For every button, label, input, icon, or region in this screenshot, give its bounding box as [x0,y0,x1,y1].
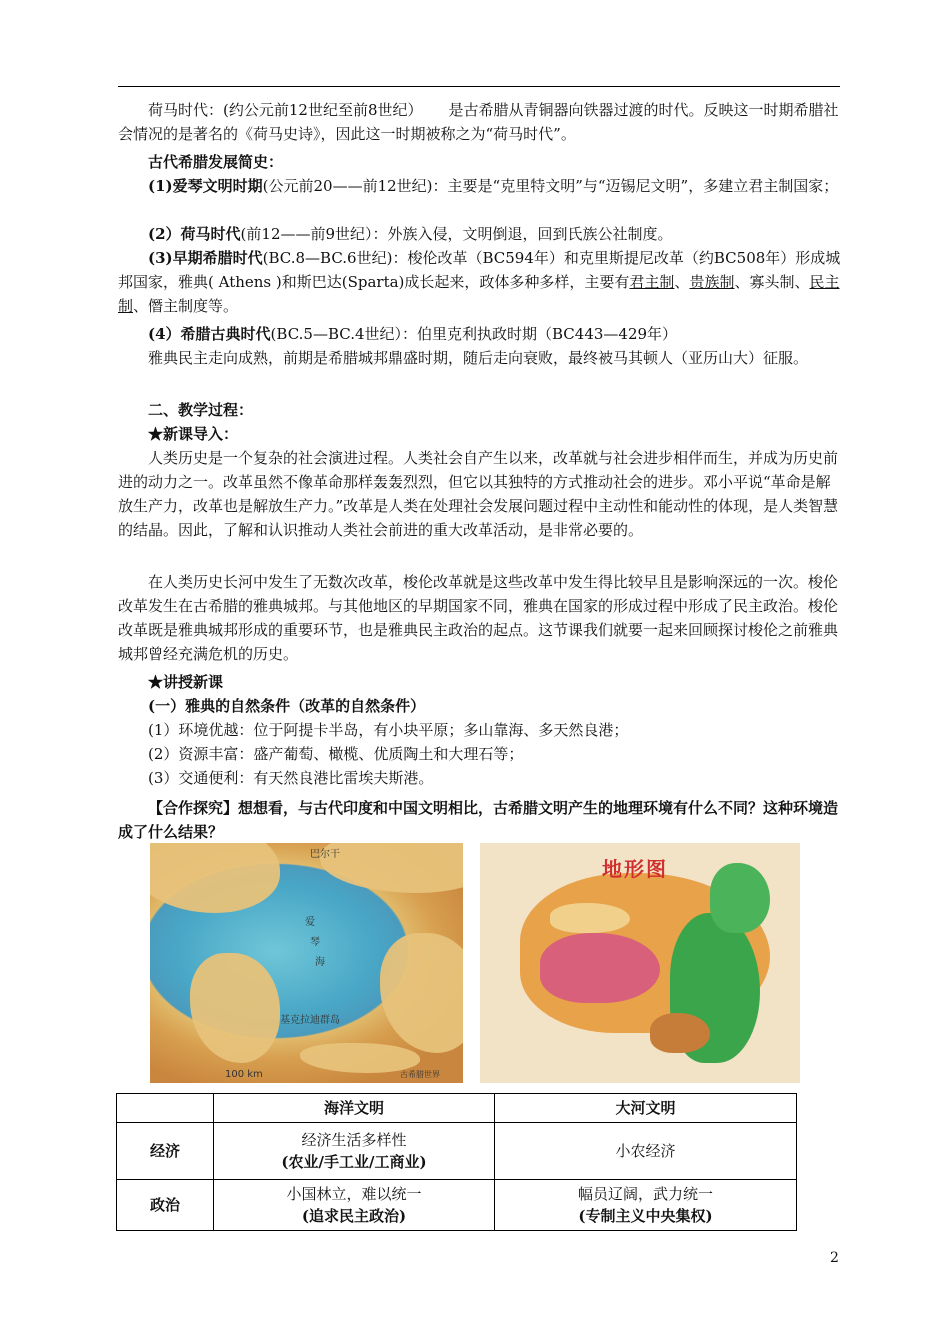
china-map-title: 地形图 [602,857,668,881]
map-label-qin: 琴 [310,937,320,948]
map-label-hai: 海 [315,957,325,968]
map-scale: 100 km [225,1069,263,1080]
table-header-row [117,1094,797,1123]
intro-paragraph-2: 在人类历史长河中发生了无数次改革，梭伦改革就是这些改革中发生得比较早且是影响深远的一次。梭伦改革发生在古希腊的雅典城邦。与其他地区的早期国家不同，雅典在国家的形成过程中形成了民主政治。梭伦改革既是雅典城邦形成的重要环节，也是雅典民主政治的起点。这节课我们就要一起来回顾探讨梭伦之前雅典城邦曾经充满危机的历史。 [118,573,839,663]
condition-3: (3）交通便利：有天然良港比雷埃夫斯港。 [148,769,434,787]
period-3: (3)早期希腊时代(BC.8—BC.6世纪)：梭伦改革（BC594年）和克里斯提尼改革（约BC508年）形成城邦国家，雅典( Athens )和斯巴达(Sparta)成长起来，政体多种多样，主要有君主制、贵族制、寡头制、民主制、僭主制度等。 [118,249,841,315]
row-label-economy: 经济 [117,1123,214,1180]
teach-label: ★讲授新课 [148,673,224,691]
period-4: (4）希腊古典时代(BC.5—BC.4世纪）：伯里克利执政时期（BC443—429年） [148,325,678,343]
section-1-title: (一）雅典的自然条件（改革的自然条件） [148,697,426,715]
table-header-river: 大河文明 [495,1094,797,1123]
politics-ocean: 小国林立，难以统一 (追求民主政治) [214,1180,495,1231]
period-1: (1)爱琴文明时期(公元前20——前12世纪)：主要是“克里特文明”与“迈锡尼文明”，多建立君主制国家； [148,177,839,195]
map-label-cyclades: 基克拉迪群岛 [280,1015,340,1026]
economy-ocean: 经济生活多样性 (农业/手工业/工商业) [214,1123,495,1180]
table-header-cell [117,1094,214,1123]
china-terrain-map [480,843,800,1083]
map-label-balkan: 巴尔干 [310,849,340,860]
table-header-ocean: 海洋文明 [214,1094,495,1123]
condition-1: (1）环境优越：位于阿提卡半岛，有小块平原；多山靠海、多天然良港； [148,721,629,739]
civilization-comparison-table [116,1093,797,1231]
table-row [117,1123,797,1180]
condition-2: (2）资源丰富：盛产葡萄、橄榄、优质陶土和大理石等； [148,745,524,763]
economy-river: 小农经济 [495,1123,797,1180]
intro-paragraph-1: 人类历史是一个复杂的社会演进过程。人类社会自产生以来，改革就与社会进步相伴而生，并成为历史前进的动力之一。改革虽然不像革命那样轰轰烈烈，但它以其独特的方式推动社会的进步。邓小平说“革命是解放生产力，改革也是解放生产力。”改革是人类在处理社会发展问题过程中主动性和能动性的体现，是人类智慧的结晶。因此，了解和认识推动人类社会前进的重大改革活动，是非常必要的。 [118,449,839,539]
greece-map [150,843,463,1083]
homer-paragraph: 荷马时代：(约公元前12世纪至前8世纪） 是古希腊从青铜器向铁器过渡的时代。反映这一时期希腊社会情况的是著名的《荷马史诗》，因此这一时期被称之为“荷马时代”。 [118,101,839,143]
row-label-politics: 政治 [117,1180,214,1231]
header-rule [118,86,840,87]
period-4-follow: 雅典民主走向成熟，前期是希腊城邦鼎盛时期，随后走向衰败，最终被马其顿人（亚历山大）征服。 [148,349,809,367]
map-label-ai: 爱 [305,917,315,928]
inquiry-question: 【合作探究】想想看，与古代印度和中国文明相比，古希腊文明产生的地理环境有什么不同？这种环境造成了什么结果？ [118,799,839,841]
table-row [117,1180,797,1231]
map-legend: 古希腊世界 [400,1070,440,1079]
history-title: 古代希腊发展简史： [148,153,284,171]
process-heading: 二、教学过程： [148,401,254,419]
politics-river: 幅员辽阔，武力统一 (专制主义中央集权) [495,1180,797,1231]
page-number: 2 [830,1250,839,1266]
intro-label: ★新课导入： [148,425,239,443]
period-2: (2）荷马时代(前12——前9世纪）：外族入侵，文明倒退，回到氏族公社制度。 [148,225,673,243]
